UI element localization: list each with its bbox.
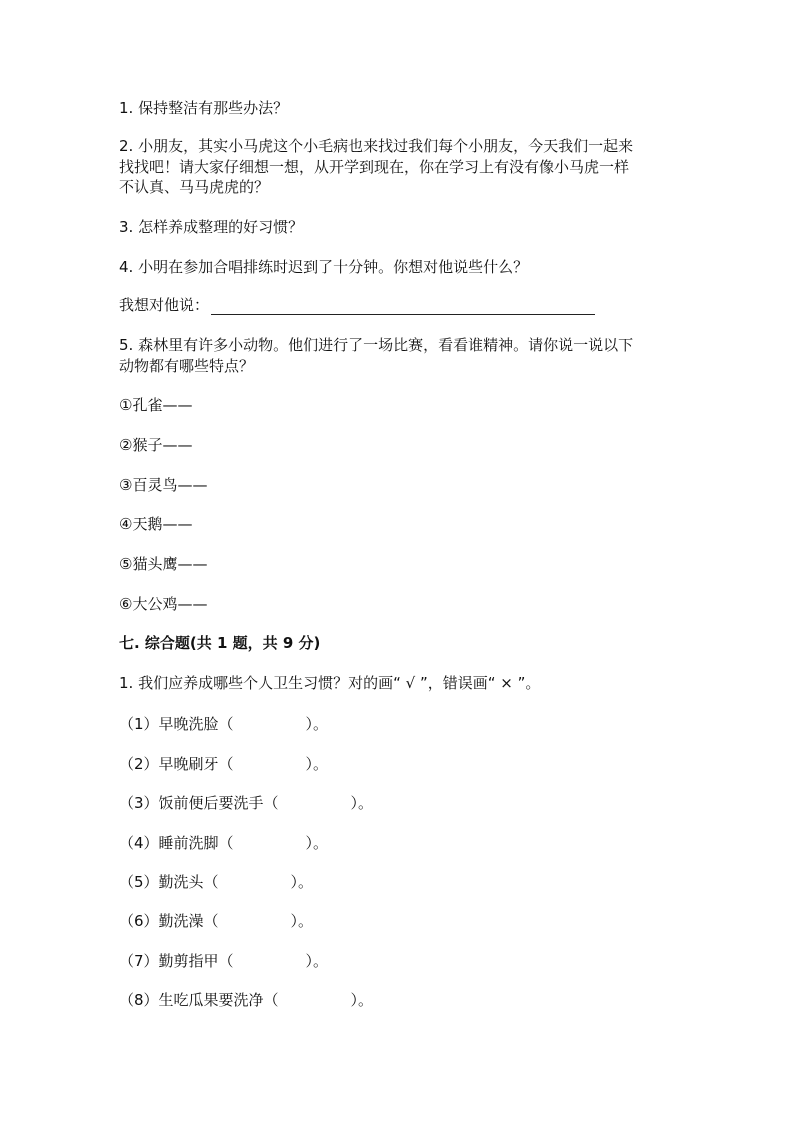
- habit-item: [119, 751, 328, 774]
- answer-blank[interactable]: [234, 830, 306, 848]
- habit-label: （4）睡前洗脚（: [119, 834, 234, 852]
- animal-item: ④天鹅——: [119, 515, 193, 533]
- question-5-line-2: 动物都有哪些特点？: [119, 357, 255, 375]
- answer-blank[interactable]: [219, 908, 291, 926]
- question-4: 4. 小明在参加合唱排练时迟到了十分钟。你想对他说些什么？: [119, 258, 529, 276]
- animal-item: ⑥大公鸡——: [119, 595, 208, 613]
- answer-blank[interactable]: [279, 987, 351, 1005]
- animal-item: ①孔雀——: [119, 396, 193, 414]
- answer-blank[interactable]: [219, 869, 291, 887]
- habit-close: ）。: [350, 991, 374, 1009]
- habit-close: ）。: [305, 952, 329, 970]
- habit-label: （1）早晚洗脸（: [119, 715, 234, 733]
- answer-row: [119, 295, 595, 315]
- answer-blank[interactable]: [279, 790, 351, 808]
- answer-blank[interactable]: [234, 751, 306, 769]
- animal-item: ③百灵鸟——: [119, 476, 208, 494]
- habit-close: ）。: [350, 794, 374, 812]
- habit-label: （2）早晚刷牙（: [119, 755, 234, 773]
- answer-blank[interactable]: [234, 711, 306, 729]
- section-7-question-1: 1. 我们应养成哪些个人卫生习惯？对的画“ √ ”，错误画“ × ”。: [119, 674, 541, 692]
- question-2-line-2: 找找吧！请大家仔细想一想，从开学到现在，你在学习上有没有像小马虎一样: [119, 158, 630, 176]
- habit-label: （3）饭前便后要洗手（: [119, 794, 279, 812]
- question-2-line-1: 2. 小朋友，其实小马虎这个小毛病也来找过我们每个小朋友，今天我们一起来: [119, 137, 634, 155]
- answer-prompt: 我想对他说：: [119, 296, 210, 314]
- habit-item: [119, 790, 373, 813]
- question-2-line-3: 不认真、马马虎虎的？: [119, 178, 270, 196]
- section-7-heading: 七. 综合题(共 1 题，共 9 分): [119, 634, 321, 652]
- answer-blank[interactable]: [234, 948, 306, 966]
- answer-line[interactable]: [211, 296, 595, 315]
- habit-label: （6）勤洗澡（: [119, 912, 219, 930]
- habit-close: ）。: [305, 755, 329, 773]
- habit-item: [119, 987, 373, 1010]
- animal-item: ⑤猫头鹰——: [119, 555, 208, 573]
- habit-close: ）。: [305, 715, 329, 733]
- habit-label: （8）生吃瓜果要洗净（: [119, 991, 279, 1009]
- habit-close: ）。: [290, 873, 314, 891]
- habit-item: [119, 830, 328, 853]
- habit-close: ）。: [305, 834, 329, 852]
- habit-label: （7）勤剪指甲（: [119, 952, 234, 970]
- question-3: 3. 怎样养成整理的好习惯？: [119, 218, 304, 236]
- habit-close: ）。: [290, 912, 314, 930]
- habit-item: [119, 908, 313, 931]
- question-1: 1. 保持整洁有那些办法？: [119, 99, 289, 117]
- habit-item: [119, 869, 313, 892]
- question-5-line-1: 5. 森林里有许多小动物。他们进行了一场比赛，看看谁精神。请你说一说以下: [119, 336, 634, 354]
- habit-item: [119, 948, 328, 971]
- habit-label: （5）勤洗头（: [119, 873, 219, 891]
- animal-item: ②猴子——: [119, 436, 193, 454]
- habit-item: [119, 711, 328, 734]
